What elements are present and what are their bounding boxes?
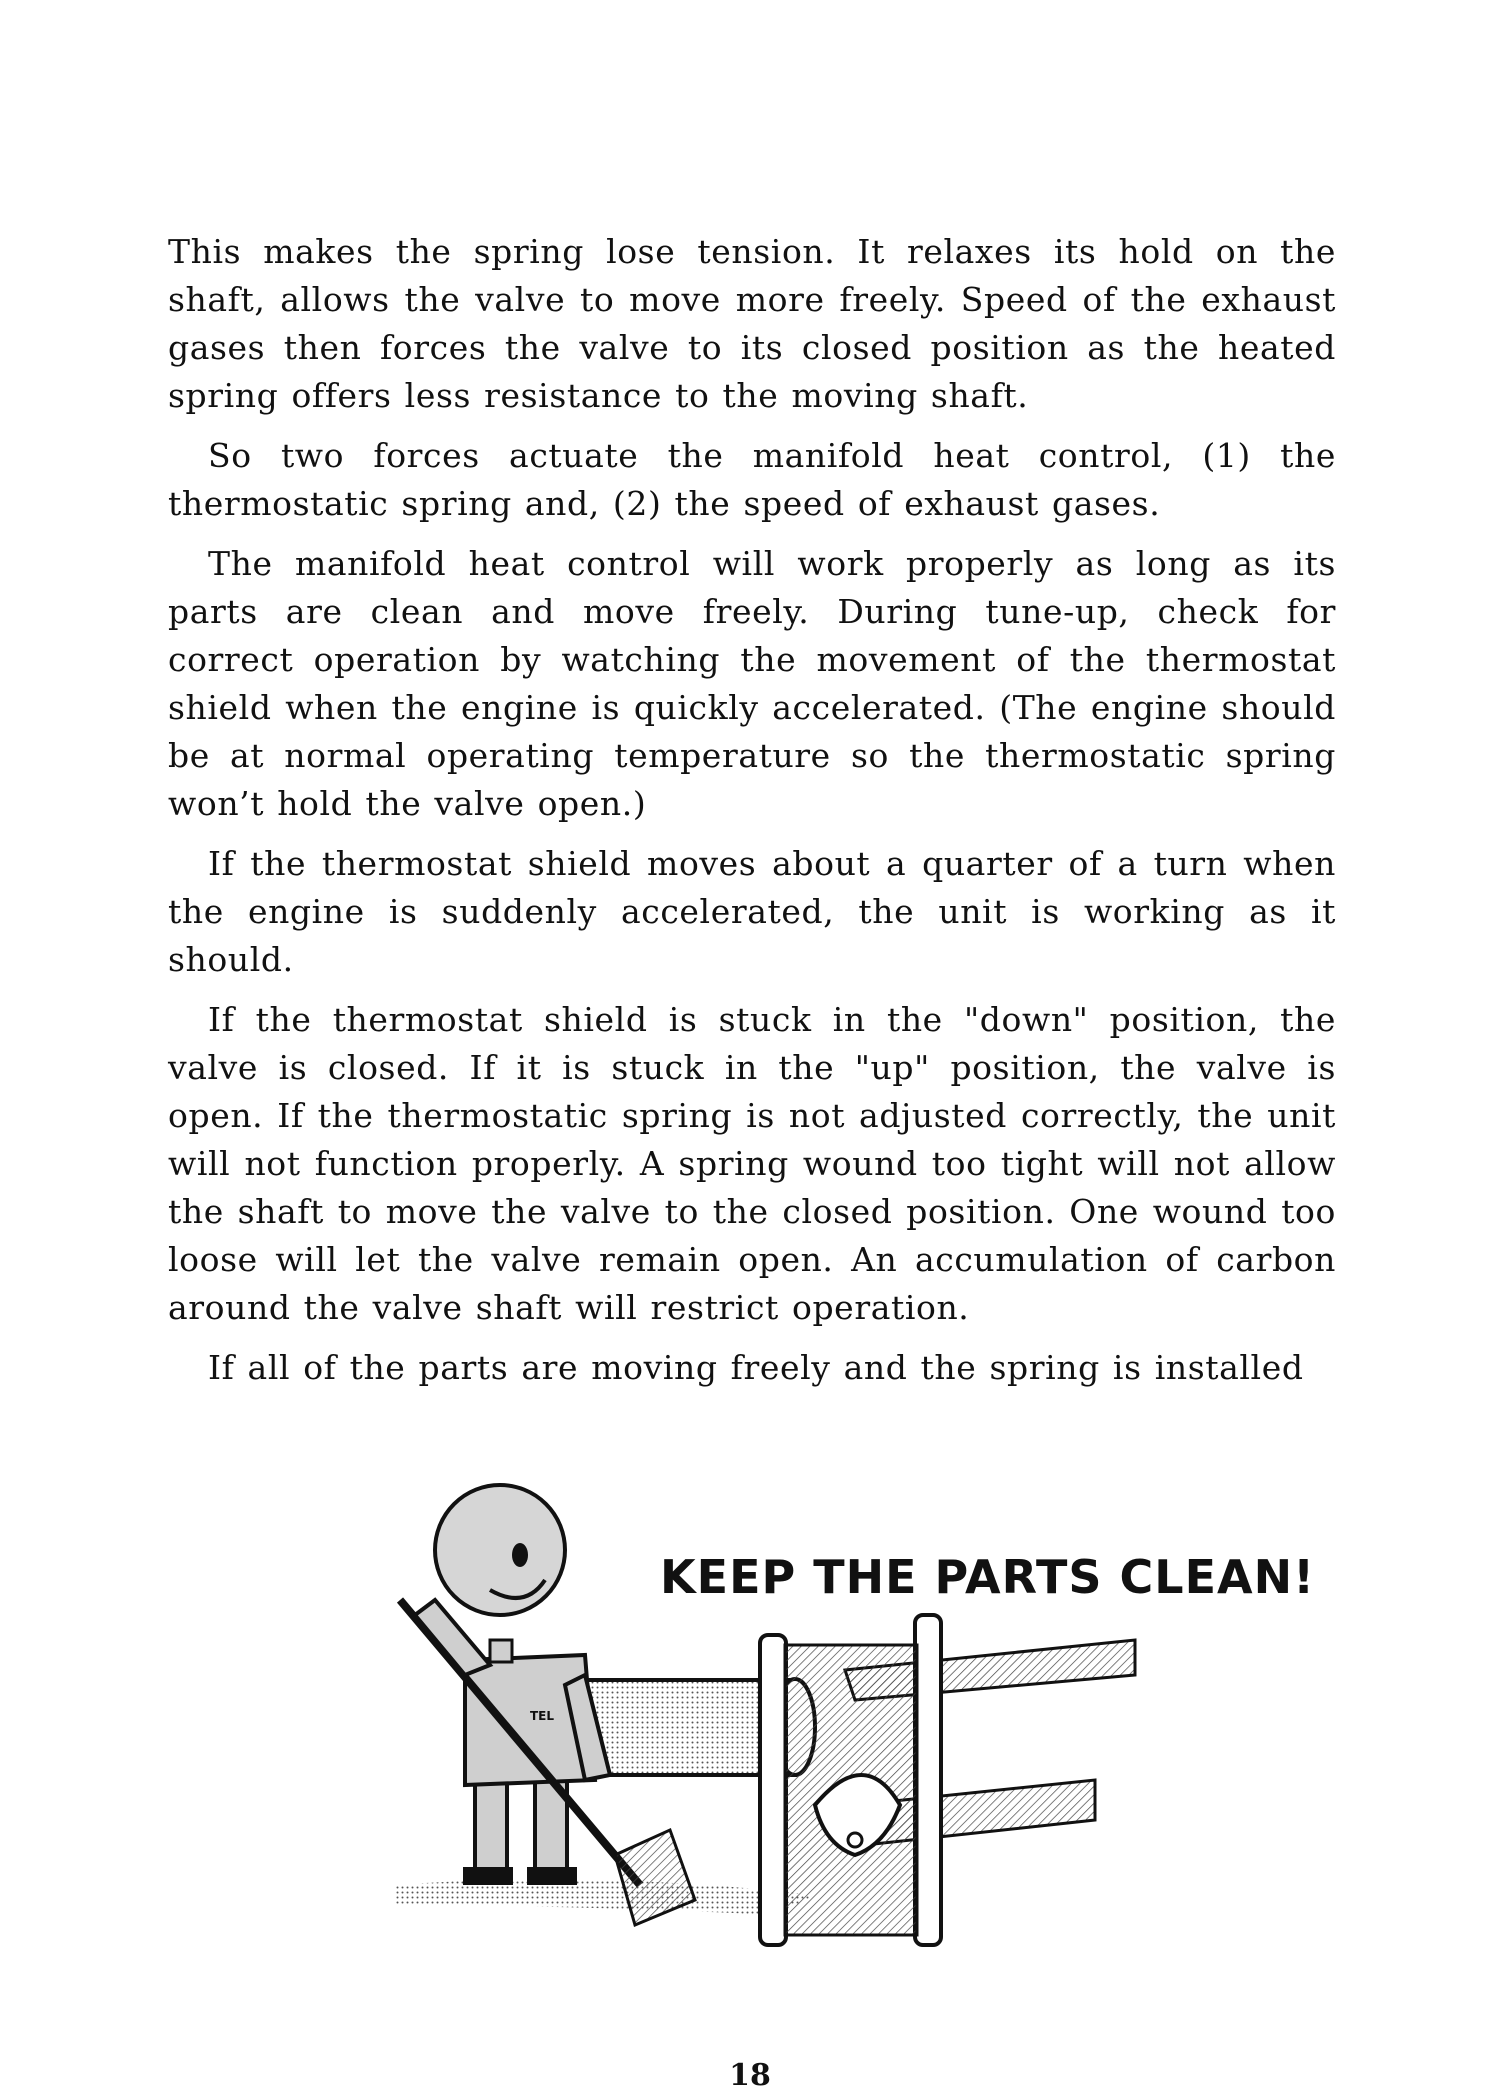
paragraph-2: So two forces actuate the manifold heat control, (1) the thermostatic spring and, (2) the speed of exhaust gases. [168,436,1336,523]
character-left-foot [463,1867,513,1885]
cartoon-illustration [395,1475,1316,1955]
cartoon-svg [395,1475,1316,1955]
right-post [915,1615,941,1945]
character-eye-icon [512,1543,528,1567]
character-left-leg [475,1775,507,1875]
body-text [168,228,1336,1404]
illustration-caption: KEEP THE PARTS CLEAN! [660,1550,1316,1604]
left-post [760,1635,786,1945]
character-right-foot [527,1867,577,1885]
character-shirt-label: TEL [530,1709,555,1723]
paragraph-4: If the thermostat shield moves about a quarter of a turn when the engine is suddenly accelerated, the unit is working as it should. [168,844,1336,979]
paragraph-6: If all of the parts are moving freely and the spring is installed [208,1348,1304,1387]
paragraph-5: If the thermostat shield is stuck in the "down" position, the valve is closed. If it is stuck in the "up" position, the valve is open. If the thermostatic spring is not adjusted correctly, the unit will not function properly. A spring wound too tight will not allow the shaft to move the valve to the closed position. One wound too loose will let the valve remain open. An accumulation of carbon around the valve shaft will restrict operation. [168,1000,1336,1327]
character-neck [490,1640,512,1662]
ground-shadow [395,1879,815,1915]
paragraph-1: This makes the spring lose tension. It relaxes its hold on the shaft, allows the valve to move more freely. Speed of the exhaust gases then forces the valve to its closed position as the heated spring offers less resistance to the moving shaft. [168,232,1336,415]
page-number: 18 [729,2058,771,2093]
paragraph-3: The manifold heat control will work properly as long as its parts are clean and move freely. During tune-up, check for correct operation by watching the movement of the thermostat shield when the engine is quickly accelerated. (The engine should be at normal operating temperature so the thermostatic spring won’t hold the valve open.) [168,544,1336,823]
